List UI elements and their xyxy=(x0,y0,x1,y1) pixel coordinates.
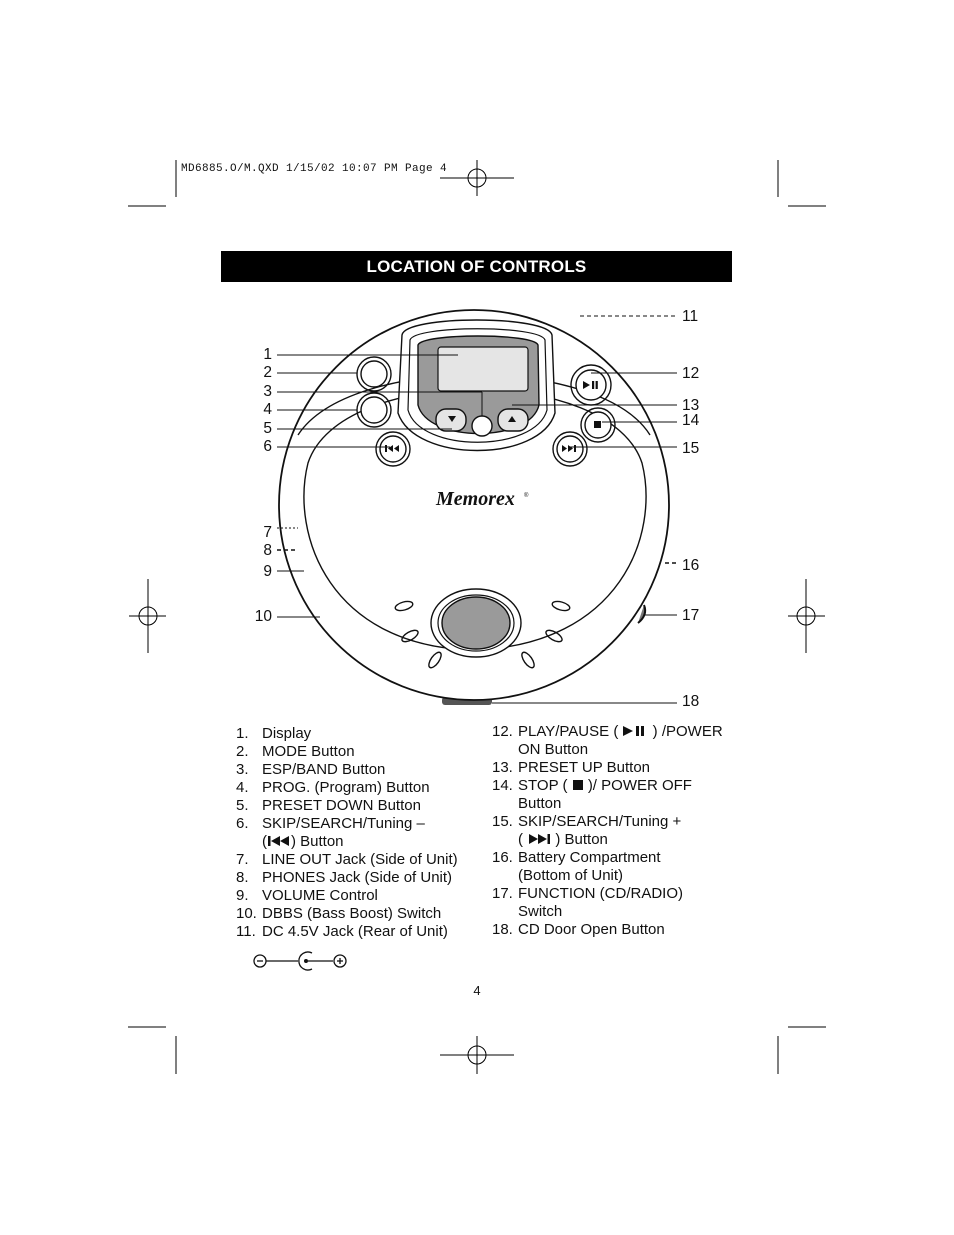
skip-back-icon xyxy=(267,835,291,847)
list-item: 11. DC 4.5V Jack (Rear of Unit) xyxy=(236,923,448,940)
page-number: 4 xyxy=(473,983,481,998)
lcd-display xyxy=(438,347,528,391)
list-item: 17. FUNCTION (CD/RADIO) Switch xyxy=(492,885,683,920)
list-item: 16. Battery Compartment (Bottom of Unit) xyxy=(492,849,661,884)
esp-band-button xyxy=(472,416,492,436)
list-item: 6. SKIP/SEARCH/Tuning – ( ) Button xyxy=(236,815,425,850)
file-slug: MD6885.O/M.QXD 1/15/02 10:07 PM Page 4 xyxy=(181,163,448,175)
list-item: 3. ESP/BAND Button xyxy=(236,761,386,778)
callout-7: 7 xyxy=(263,524,272,541)
list-item: 14. STOP ( )/ POWER OFF Button xyxy=(492,777,692,812)
callout-1: 1 xyxy=(263,346,272,363)
callout-5: 5 xyxy=(263,420,272,437)
callout-3: 3 xyxy=(263,383,272,400)
list-item: 10. DBBS (Bass Boost) Switch xyxy=(236,905,442,922)
callout-17: 17 xyxy=(682,607,700,624)
list-item: 15. SKIP/SEARCH/Tuning + ( ) Button xyxy=(492,813,682,848)
callout-13: 13 xyxy=(682,397,700,414)
center-pad xyxy=(442,597,510,649)
callout-11: 11 xyxy=(682,308,699,325)
dc-polarity-icon xyxy=(252,949,348,973)
list-item: 9. VOLUME Control xyxy=(236,887,378,904)
stop-icon xyxy=(594,421,601,428)
callout-18: 18 xyxy=(682,693,700,710)
list-item: 8. PHONES Jack (Side of Unit) xyxy=(236,869,453,886)
list-item: 7. LINE OUT Jack (Side of Unit) xyxy=(236,851,458,868)
play-pause-icon xyxy=(622,725,648,737)
callout-4: 4 xyxy=(263,401,272,418)
list-item: 12. PLAY/PAUSE ( ) /POWER ON Button xyxy=(492,723,723,758)
callout-9: 9 xyxy=(263,563,272,580)
list-item: 18. CD Door Open Button xyxy=(492,921,665,938)
skip-forward-icon xyxy=(527,833,551,845)
callout-12: 12 xyxy=(682,365,700,382)
controls-list-left xyxy=(236,725,481,941)
section-title: LOCATION OF CONTROLS xyxy=(221,251,732,282)
callout-10: 10 xyxy=(254,608,272,625)
brand-logo: Memorex xyxy=(436,488,515,510)
controls-list-right xyxy=(492,723,732,939)
list-item: 13. PRESET UP Button xyxy=(492,759,651,776)
callout-15: 15 xyxy=(682,440,700,457)
callout-2: 2 xyxy=(263,364,272,381)
callout-6: 6 xyxy=(263,438,272,455)
svg-text:®: ® xyxy=(524,493,529,499)
callout-16: 16 xyxy=(682,557,700,574)
stop-icon xyxy=(572,779,584,791)
list-item: 4. PROG. (Program) Button xyxy=(236,779,430,796)
callout-14: 14 xyxy=(682,412,700,429)
list-item: 1. Display xyxy=(236,725,312,742)
list-item: 5. PRESET DOWN Button xyxy=(236,797,421,814)
cd-player-diagram xyxy=(240,295,710,715)
callout-8: 8 xyxy=(263,542,272,559)
list-item: 2. MODE Button xyxy=(236,743,355,760)
